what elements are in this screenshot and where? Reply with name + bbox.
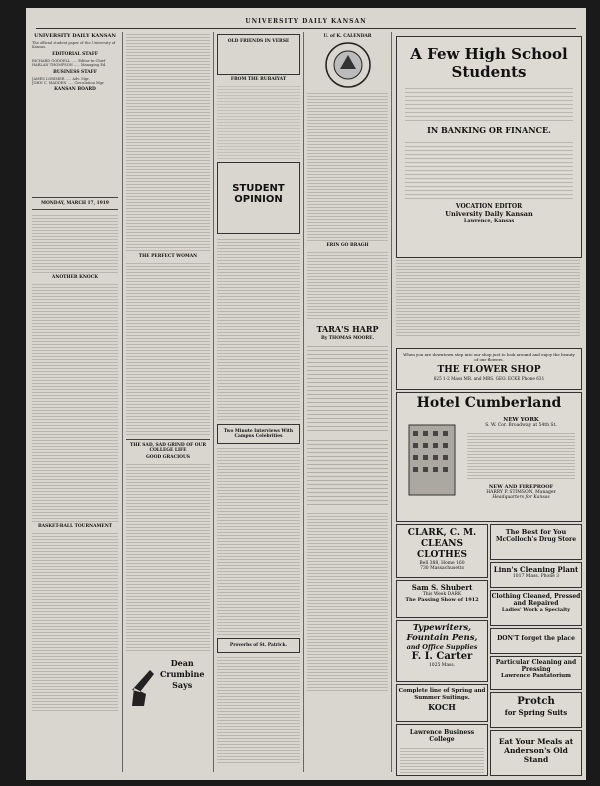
friends-note	[220, 46, 297, 72]
flower-lead: When you are downtown step into our shop just to look around and enjoy the beauty of our flowers.	[403, 352, 575, 362]
staff-line: BUSINESS STAFF	[53, 69, 97, 75]
masthead-rule	[36, 28, 576, 29]
cleaning-title: Particular Cleaning and Pressing	[495, 659, 577, 673]
business-college-ad	[396, 724, 488, 776]
erin-heading: ERIN GO BRAGH	[326, 243, 369, 248]
perfect-woman-text	[126, 261, 210, 436]
protch-sub: for Spring Suits	[504, 708, 568, 717]
forget-title: DON'T forget the place	[497, 635, 575, 642]
good-gracious-text	[126, 462, 210, 652]
newspaper-page	[26, 8, 586, 780]
hotel-building-icon	[403, 417, 461, 497]
high-school-ad	[396, 36, 582, 258]
column-divider	[122, 32, 123, 772]
staff-heading: EDITORIAL STAFF	[52, 51, 98, 57]
student-opinion-title: STUDENT OPINION	[232, 183, 285, 205]
column-4	[307, 32, 388, 777]
staff-line: RICHARD GODDELL ..... Editor-in-Chief	[32, 58, 106, 63]
column-divider	[391, 32, 392, 772]
koch-line: Complete line of Spring and Summer Suitings.	[398, 688, 486, 701]
dean-ad-line: Dean	[170, 658, 194, 668]
hotel-city: NEW YORK	[503, 417, 539, 423]
hotel-text	[467, 431, 575, 481]
small-ads-row	[396, 258, 580, 343]
basketball-heading: BASKET-BALL TOURNAMENT	[37, 524, 113, 530]
sad-grind-heading: THE SAD, SAD GRIND OF OUR COLLEGE LIFE	[129, 443, 207, 453]
type-line-2: Fountain Pens,	[406, 633, 478, 643]
rule	[32, 197, 118, 198]
hotel-hq: Headquarters for Kansas	[492, 495, 550, 500]
type-line-1: Typewriters,	[412, 623, 472, 633]
college-text	[400, 746, 484, 774]
staff-line: JOHN C. MADDEN ..... Circulation Mgr.	[32, 81, 105, 86]
dean-crumbine-ad	[126, 652, 210, 722]
interviews-box	[217, 424, 300, 444]
good-gracious-heading: GOOD GRACIOUS	[146, 455, 190, 460]
bureau-place: Lawrence, Kansas	[463, 218, 515, 224]
linns-sub: 1017 Mass. Phone 3	[512, 574, 560, 579]
date-line: MONDAY, MARCH 17, 1919	[41, 201, 109, 207]
column-1	[32, 32, 118, 777]
more-text	[307, 511, 388, 691]
best-for-you-ad	[490, 524, 582, 560]
hotel-new: NEW AND FIREPROOF	[488, 484, 554, 490]
staff-line: JAMES LORIMER ..... Adv. Mgr.	[32, 76, 90, 81]
calendar-text	[307, 91, 388, 241]
column-divider	[213, 32, 214, 772]
university-seal-icon	[318, 41, 378, 89]
proverbs-heading: Proverbs of St. Patrick.	[229, 643, 288, 648]
pointing-hand-icon	[128, 660, 158, 710]
hotel-manager: HARRY P. STIMSON, Manager	[486, 490, 556, 495]
clark-name: CLARK, C. M. CLEANS CLOTHES	[407, 528, 477, 560]
column-3	[217, 32, 300, 777]
dean-ad-line: Crumbine	[160, 669, 205, 679]
basketball-text	[32, 531, 118, 711]
shubert-next: The Passing Show of 1912	[405, 597, 479, 603]
student-opinion-banner	[217, 162, 300, 234]
koch-ad	[396, 684, 488, 722]
proverbs-text	[217, 655, 300, 765]
another-knock-heading: ANOTHER KNOCK	[51, 275, 99, 281]
proverbs-box	[217, 638, 300, 653]
friends-in-verse-box	[217, 34, 300, 75]
another-knock-text	[32, 282, 118, 522]
vocation-editor: VOCATION EDITOR	[455, 203, 523, 210]
protch-ad	[490, 692, 582, 728]
interviews-text	[217, 446, 300, 636]
rule	[32, 209, 118, 210]
board-list	[32, 94, 118, 194]
interviews-heading: Two Minute Interviews With Campus Celebrities	[223, 429, 294, 439]
rubaiyat-verse	[217, 84, 300, 159]
rubaiyat-heading: FROM THE RUBAIYAT	[230, 77, 287, 82]
bureau-name: University Daily Kansan	[445, 210, 533, 218]
tara-byline: By THOMAS MOORE.	[320, 336, 375, 341]
best-title: The Best for You	[505, 528, 567, 536]
hotel-address: S. W. Cor. Broadway at 54th St.	[485, 423, 557, 428]
clothing-sub: Ladies' Work a Specialty	[501, 607, 571, 613]
type-line-3: and Office Supplies	[406, 643, 478, 651]
shubert-name: Sam S. Shubert	[411, 583, 473, 592]
article-text	[126, 32, 210, 252]
flower-shop-name: THE FLOWER SHOP	[437, 365, 541, 375]
college-name: Lawrence Business College	[409, 729, 475, 743]
cleaning-sub: Lawrence Pantatorium	[501, 673, 571, 679]
small-ads-text	[396, 258, 580, 338]
hotel-cumberland-ad	[396, 392, 582, 522]
cleaning-ad	[490, 656, 582, 690]
perfect-woman-heading: THE PERFECT WOMAN	[138, 254, 198, 259]
calendar-heading: U. of K. CALENDAR	[323, 34, 372, 39]
tara-poem	[307, 343, 388, 433]
staff-line: HARLAN THOMPSON ..... Managing Ed.	[32, 63, 107, 68]
banking-line: IN BANKING OR FINANCE.	[427, 125, 551, 135]
editorial-text	[32, 213, 118, 273]
best-store: McColloch's Drug Store	[495, 536, 577, 543]
clothing-ad	[490, 590, 582, 626]
linns-ad	[490, 562, 582, 588]
ad-text	[405, 85, 573, 121]
masthead: UNIVERSITY DAILY KANSAN	[245, 18, 367, 25]
high-school-title: A Few High School Students	[410, 45, 568, 81]
protch-title: Protch	[517, 696, 555, 707]
paper-title: UNIVERSITY DAILY KANSAN	[34, 33, 116, 39]
eat-meals-ad	[490, 730, 582, 776]
shubert-sub: This Week DARK	[422, 592, 462, 597]
clark-address: 730 Massachusetts	[420, 566, 464, 571]
hotel-name: Hotel Cumberland	[416, 395, 562, 411]
carter-name: F. I. Carter	[411, 651, 473, 662]
flower-shop-ad	[396, 348, 582, 390]
shubert-ad	[396, 580, 488, 618]
clark-phone: Bell 388, Home 160	[419, 561, 465, 566]
column-2	[126, 32, 210, 777]
koch-name: KOCH	[428, 702, 456, 712]
rule	[126, 439, 210, 440]
flower-address: 825 1-2 Mass MR. and MRS. GEO. ECKE Phone 631	[433, 376, 545, 381]
typewriters-ad	[396, 620, 488, 682]
student-opinion-text	[217, 237, 300, 422]
harp-poem	[307, 437, 388, 507]
official-note: The official student paper of the University of Kansas.	[32, 41, 116, 50]
dean-ad-line: Says	[172, 680, 193, 690]
linns-title: Linn's Cleaning Plant	[493, 565, 579, 574]
column-divider	[303, 32, 304, 772]
forget-ad	[490, 628, 582, 654]
erin-text	[307, 250, 388, 320]
eat-title: Eat Your Meals at Anderson's Old Stand	[498, 737, 574, 764]
carter-address: 1025 Mass.	[428, 663, 456, 668]
friends-heading: OLD FRIENDS IN VERSE	[227, 39, 290, 44]
tara-heading: TARA'S HARP	[316, 324, 379, 334]
board-heading: KANSAN BOARD	[54, 87, 96, 93]
clothing-title: Clothing Cleaned, Pressed and Repaired	[491, 593, 581, 607]
ad-text	[405, 139, 573, 199]
clark-cleans-ad	[396, 524, 488, 578]
